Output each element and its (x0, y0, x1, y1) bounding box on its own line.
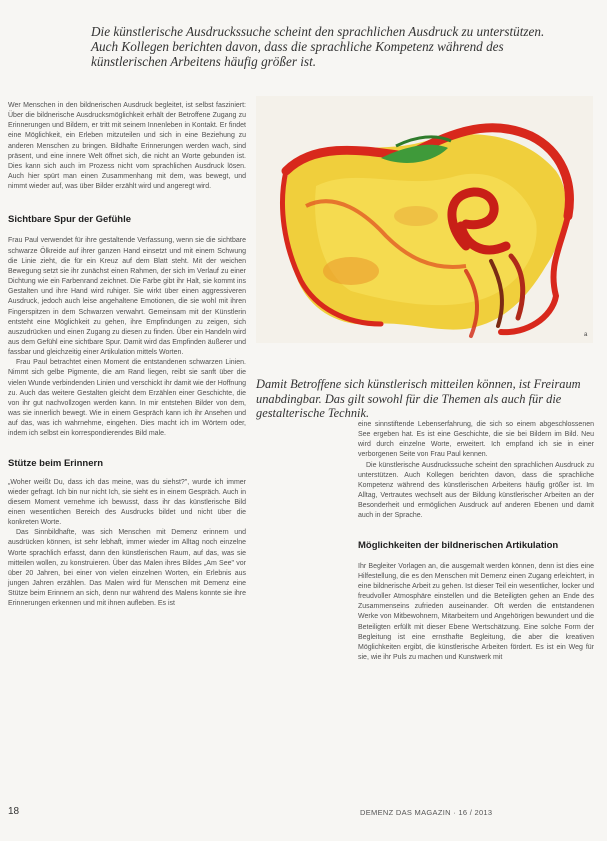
section-heading-stuetze-beim-erinnern: Stütze beim Erinnern (8, 457, 104, 469)
body-paragraph: eine sinnstiftende Lebenserfahrung, die sich so einem abgeschlossenen See ergeben hat. Es ist eine Geschichte, die sie bei Bildern im Bild. Neu wird durch einzelne Worte, erweitert. Ich empfand ich sie in einer verborgenen Seite von Frau Paul kennen. (358, 421, 594, 459)
left-column (8, 101, 246, 610)
body-paragraph: Ihr Begleiter Vorlagen an, die ausgemalt werden können, denn ist dies eine Hilfestellung, die es den Menschen mit Demenz einen Zugang erleichtert, in eine bildnerische Arbeit zu gehen. Ist dieser Teil ein wesentlicher, locker und freudvoller Atmosphäre einstellen und die Beteiligten gehen an Ende des Zusammenseins zufrieden auseinander. Oft werden die entstandenen Werke von Mitbewohnern, Mitarbeitern und Angehörigen bewundert und die Beteiligten erfüllt mit dieser Ebene Wertschätzung. Eine solche Form der Begleitung ist eine ernsthafte Begleitung, die aber die kreativen Möglichkeiten ergibt, die künstlerische Arbeiten fördert. Es ist ein Weg für sie, wie ihr Puls zu machen und Kunstwerk mit (358, 562, 594, 661)
painting-image (256, 96, 593, 343)
body-paragraph: Frau Paul verwendet für ihre gestaltende Verfassung, wenn sie die sichtbare schwarze Ölkreide auf ihrer ganzen Hand einsetzt und mit einem Schwung die Linie zieht, die für ein Kreuz auf dem Blatt steht. Mit der weichen Bewegung setzt sie ihr zunächst einen Rahmen, der sich im Verlauf zu einer Dichtung wie ein Farbenrand zeichnet. Die Farbe gibt ihr Halt, sie kommt ins Gestalten und ihre Hand wird ruhiger. Sie wirkt über einen aggressiveren Ausdruck, jedoch auch leise angehaltene Emotionen, die sie wohl mit ihren Fingerspitzen in dem Schwarzen verwahrt. Gemeinsam mit der Künstlerin entsteht eine Möglichkeit zu gehen, ihre Empfindungen zu zeigen, sich auszudrücken und einen Zugang zu diesen zu finden. Über ein Handeln wird aus dem Gefühl eine sichtbare Spur. Damit wird das Empfinden äußerer und fassbar und gleichzeitig einer Artikulation mittels Worten. (8, 237, 246, 357)
page-number: 18 (8, 806, 20, 817)
magazine-source: DEMENZ DAS MAGAZIN · 16 / 2013 (360, 808, 493, 817)
body-paragraph: Die künstlerische Ausdruckssuche scheint den sprachlichen Ausdruck zu unterstützen. Auch Kollegen berichten davon, dass die sprachliche Kompetenz während des künstlerischen Arbeitens häufig größer ist. Im Alltag, Vertrautes wechselt aus der Bildung künstlerischer Arbeiten an der Besonderheit und ermöglichen Ausdruck auf anderen Ebenen und damit auch in der Sprache. (358, 461, 594, 520)
body-paragraph: Frau Paul betrachtet einen Moment die entstandenen schwarzen Linien. Nimmt sich gelbe Pigmente, die am Rand liegen, reibt sie sanft über die vielen Wunde verbindenden Linien und verschickt ihr damit wie der Hoffnung zu. Auch das weitere Gestalten gleicht dem Erzählen einer Geschichte, die von ihr gut nachvollzogen werden kann. In mir entstehen Bilder von dem, was sie innerlich bewegt. Wie in einem Gespräch kann ich ihr Ansehen und auf das, was ich wahrnehme, eingehen. Dies macht ich im Wörtern oder, indem ich selbst ein korrespondierendes Bild male. (8, 359, 246, 438)
page-footer (8, 806, 598, 820)
intro-paragraph: Wer Menschen in den bildnerischen Ausdruck begleitet, ist selbst fasziniert: Über die bildnerische Ausdrucksmöglichkeit erhält der Betroffene Zugang zu Erinnerungen und Bildern, er tritt mit seinem Innenleben in Kontakt. Er findet eine Möglichkeit, ein Erleben mitzuteilen und sich in eine Beziehung zu anderen Menschen zu bringen. Bildhafte Erinnerungen werden wach, sind präsent, und eine innere Welt öffnet sich, die nicht an Worte gebunden ist. Dies kann sich auch im Prozess nicht vom sprachlichen Ausdruck lösen. Auch hier spürt man einen Zusammenhang mit dem, was bewegt, und nimmt wieder auf, was über Bilder erzählt wird und angeregt wird. (8, 102, 246, 191)
right-column (358, 420, 594, 663)
figure-caption: Damit Betroffene sich künstlerisch mitteilen können, ist Freiraum unabdingbar. Das gilt sowohl für die Themen als auch für die gestalterische Technik. (256, 377, 581, 420)
body-paragraph: Das Sinnbildhafte, was sich Menschen mit Demenz erinnern und ausdrücken können, ist sehr lebhaft, immer wieder im Alltag noch einzelne Worte sprachlich erfasst, dann den künstlerischen Raum, auf das, was sie mitteilen wollen, zu konstruieren. Über das Malen ihres Bildes „Am See" vor über 20 Jahren, bei einer von vielen einzelnen Worten, ein Erlebnis aus jungen Jahren erzählen. Das Malen wird für Menschen mit Demenz eine Stütze beim Erinnern an sich, denn nur während des Malens konnte sie ihre Erinnerungen erkennen und mit ihnen aufleben. Es ist (8, 529, 246, 608)
body-paragraph: „Woher weißt Du, dass ich das meine, was du siehst?", wurde ich immer wieder gefragt. Ich bin nur nicht Ich, sie sieht es in einem Gespräch. Auch in diesem Moment vernehme ich bewusst, dass ihr das künstlerische Bild einen wesentlichen Bereich des Ausdrucks bildet und nicht über die konkreten Worte. (8, 478, 246, 527)
figure-mark: a (584, 332, 588, 338)
section-heading-moeglichkeiten: Möglichkeiten der bildnerischen Artikulation (358, 539, 559, 551)
artwork-figure (256, 96, 593, 343)
section-heading-sichtbare-spur: Sichtbare Spur der Gefühle (8, 214, 131, 226)
pull-quote: Die künstlerische Ausdruckssuche scheint den sprachlichen Ausdruck zu unterstützen. Auch Kollegen berichten davon, dass die sprachliche Kompetenz während des künstlerischen Arbeitens häufig größer ist. (91, 24, 545, 69)
